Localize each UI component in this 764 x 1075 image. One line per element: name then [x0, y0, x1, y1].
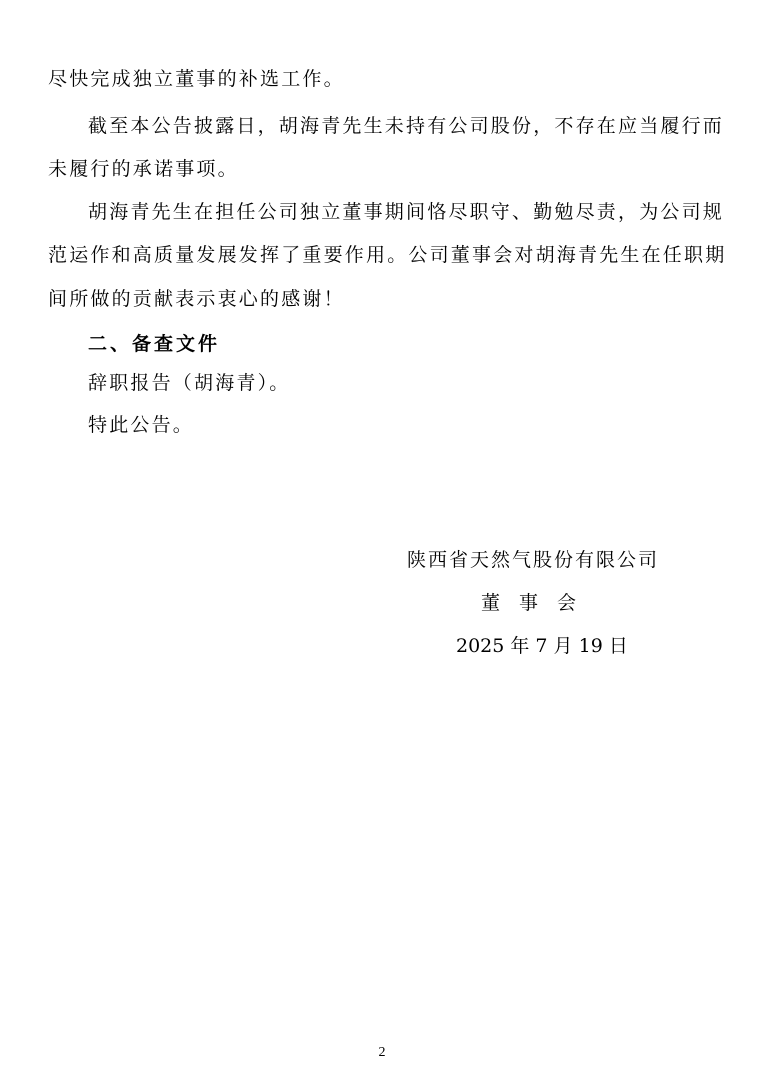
- paragraph-thanks-line-2: 范运作和高质量发展发挥了重要作用。公司董事会对胡海青先生在任职期: [48, 244, 727, 266]
- section-heading: 二、备查文件: [88, 333, 221, 355]
- closing-statement: 特此公告。: [88, 414, 195, 436]
- signature-company: 陕西省天然气股份有限公司: [407, 549, 660, 571]
- signature-date: 2025 年 7 月 19 日: [456, 635, 628, 657]
- paragraph-thanks-line-1: 胡海青先生在担任公司独立董事期间恪尽职守、勤勉尽责，为公司规: [88, 201, 725, 223]
- signature-board: 董 事 会: [481, 592, 577, 614]
- paragraph-disclosure-line-1: 截至本公告披露日，胡海青先生未持有公司股份，不存在应当履行而: [88, 115, 725, 137]
- paragraph-disclosure-line-2: 未履行的承诺事项。: [48, 158, 239, 180]
- paragraph-thanks-line-3: 间所做的贡献表示衷心的感谢！: [48, 288, 345, 310]
- attachment-item: 辞职报告（胡海青）。: [88, 372, 291, 394]
- paragraph-continuation-line: 尽快完成独立董事的补选工作。: [48, 68, 345, 90]
- page-number: 2: [378, 1045, 386, 1060]
